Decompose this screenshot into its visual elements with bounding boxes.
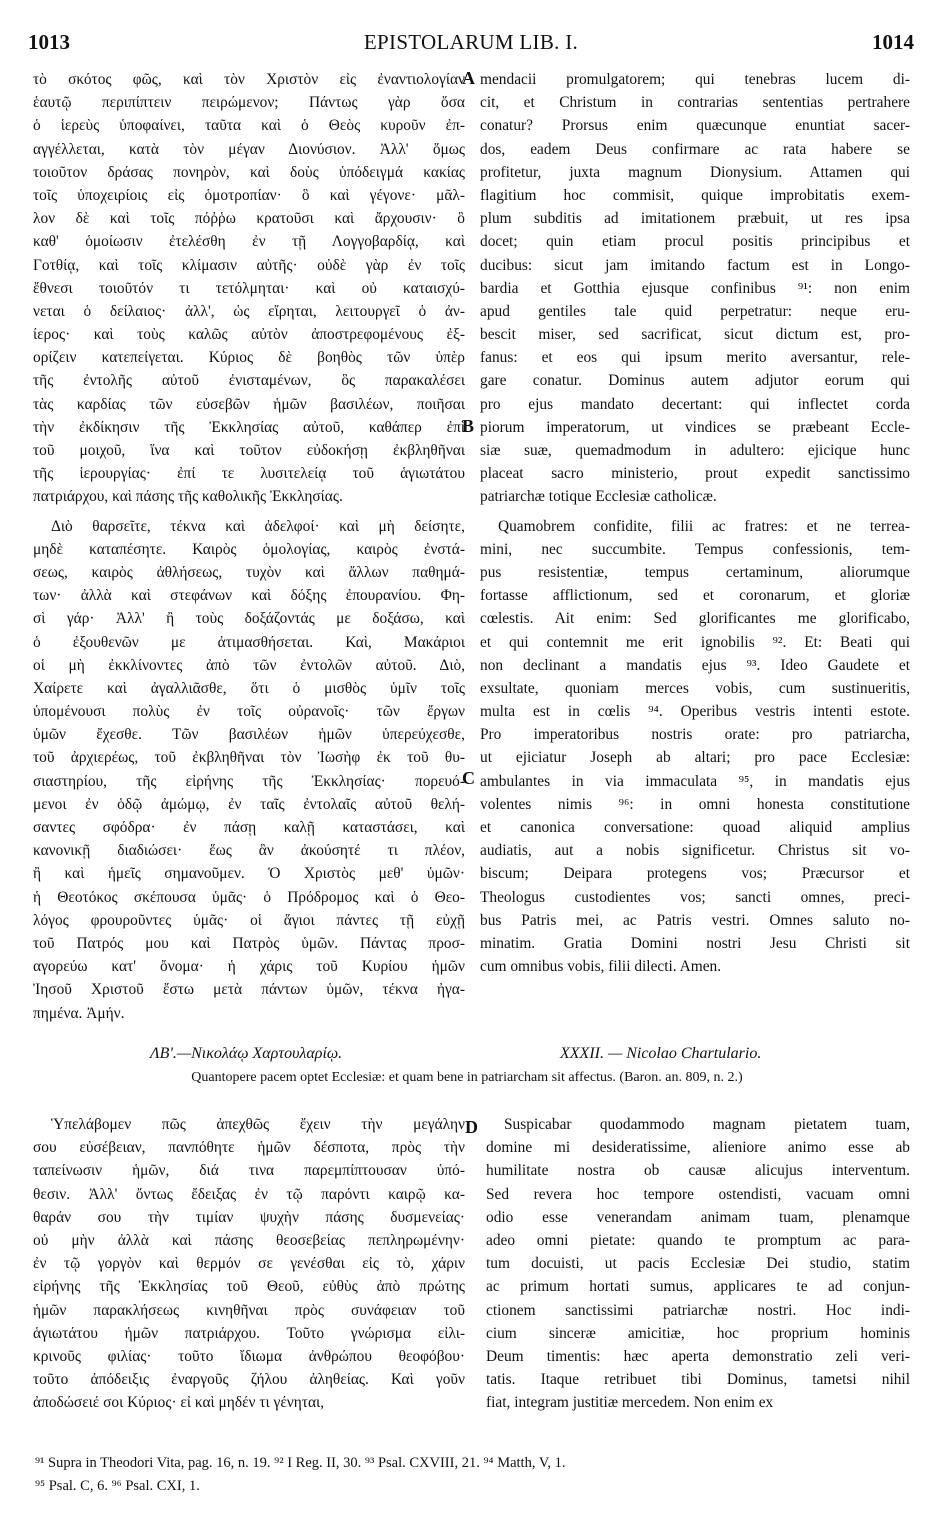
text-line: Theologus custodientes vos; sancti omnes, preci-: [480, 888, 910, 906]
text-line: Deum timentis: hæc aperta demonstratio zeli veri-: [486, 1347, 910, 1365]
text-line: ἡμῶν παρακλήσεως κινηθῆναι πρὸς συνάφειαν τοῦ: [33, 1301, 465, 1319]
text-line: humilitate nostra ob causæ alicujus interventum.: [486, 1162, 910, 1180]
text-line: multa est in cœlis ⁹⁴. Operibus vestris intenti estote.: [480, 703, 910, 721]
text-line: volentes nimis ⁹⁶: in omni honesta constitutione: [480, 795, 910, 813]
greek-column-bottom: [33, 1113, 465, 1414]
text-line: τοῦ μοιχοῦ, ἵνα καὶ τοῦτον εὐδοκήσῃ ἐκβληθῆναι: [33, 442, 465, 459]
text-line: tatis. Itaque retribuet tibi Dominus, tametsi nihil: [486, 1371, 910, 1389]
right-page-number: 1014: [872, 30, 914, 54]
margin-letter-a: A: [462, 68, 475, 88]
text-line: σου εὐσέβειαν, πανπόθητε ἡμῶν δέσποτα, πρὸς τὴν: [33, 1139, 465, 1157]
running-title: EPISTOLARUM LIB. I.: [363, 30, 579, 54]
text-line: τὸ σκότος φῶς, καὶ τὸν Χριστὸν εἰς ἐναντιολογίαν: [33, 71, 465, 88]
text-line: flagitium hoc commisit, quique improbitatis exem-: [480, 186, 910, 204]
text-line: κανονικῇ διαδιώσει· ἕως ἂν ἀκούσητέ τι πλέον,: [33, 842, 465, 860]
text-line: ctionem sanctissimi patriarchæ nostri. Hoc indi-: [486, 1301, 910, 1319]
text-line: profitetur, juxta magnum Dionysium. Attamen qui: [480, 163, 910, 181]
text-line: piorum imperatorum, ut vindices se præbeant Eccle-: [480, 418, 910, 436]
text-line: νεται ὁ δείλαιος· ἀλλ', ὡς εἴρηται, λειτουργεῖ ὁ ἀν-: [33, 302, 465, 320]
text-line: ut ejiciatur Joseph ab altari; pro pace Ecclesiæ:: [480, 749, 910, 767]
latin-column-top: [480, 68, 910, 978]
text-line: κρινοῦς φιλίας· τοῦτο ἴδιωμα ἀνθρώπου θεοφόβου·: [33, 1347, 465, 1365]
footnotes-line-1: ⁹¹ Supra in Theodori Vita, pag. 16, n. 19. ⁹² I Reg. II, 30. ⁹³ Psal. CXVIII, 21. ⁹⁴ Matth, V, 1.: [35, 1455, 566, 1471]
text-line: apud gentiles tale quid perpetratur: neque eru-: [480, 302, 910, 320]
text-line: et qui contemnit me erit ignobilis ⁹². Et: Beati qui: [480, 633, 910, 651]
text-line: ἢ καὶ ἡμεῖς σημανοῦμεν. Ὁ Χριστὸς μεθ' ὑμῶν·: [33, 865, 465, 883]
text-line: biscum; Deipara protegens vos; Præcursor et: [480, 865, 910, 883]
left-page-number: 1013: [28, 30, 70, 54]
greek-section-heading: ΛΒ'.—Νικολάῳ Χαρτουλαρίῳ.: [150, 1045, 343, 1062]
text-line: fanus: et eos qui ipsum merito aversantur, rele-: [480, 349, 910, 367]
text-line: των· ἀλλὰ καὶ στεφάνων καὶ δόξης ἐπουρανίου. Φη-: [33, 587, 465, 605]
text-line: ορίζειν κατεπείγεται. Κύριος δὲ βοηθὸς τῶν ὑπὲρ: [33, 349, 465, 367]
text-line: Quamobrem confidite, filii ac fratres: et ne terrea-: [498, 517, 910, 535]
text-line: σεως, καιρὸς ἀθλήσεως, τυχὸν καὶ ἄλλων παθημά-: [33, 563, 465, 581]
text-line: θαράν σου τὴν τιμίαν ψυχὴν πάσης δυσμενείας·: [33, 1208, 465, 1226]
text-line: odio esse venerandam animam tuam, plenamque: [486, 1208, 910, 1226]
text-line: λόγος φρουροῦντες ὑμᾶς· οἱ ἅγιοι πάντες τῇ εὐχῇ: [33, 911, 465, 929]
text-line: bus Patris mei, ac Patris vestri. Omnes saluto no-: [480, 911, 910, 929]
text-line: Ὑπελάβομεν πῶς ἀπεχθῶς ἔχειν τὴν μεγάλην: [51, 1116, 465, 1133]
text-line: bescit miser, sed sacrificat, sicut dictum est, pro-: [480, 326, 910, 344]
footnotes-line-2: ⁹⁵ Psal. C, 6. ⁹⁶ Psal. CXI, 1.: [35, 1478, 200, 1494]
text-line: οἱ μὴ ἐκκλίνοντες ἀπὸ τῶν ἐντολῶν αὐτοῦ. Διὸ,: [33, 656, 465, 674]
text-line: gare conatur. Dominus autem adjutor eorum qui: [480, 372, 910, 390]
text-line: τοῦτο ἀπόδειξις ἐναργοῦς ζήλου ἀληθείας. Καὶ γοῦν: [33, 1371, 465, 1389]
text-line: et canonica conversatione: quoad aliquid amplius: [480, 819, 910, 836]
text-line: πατριάρχου, καὶ πάσης τῆς καθολικῆς Ἐκκλησίας.: [33, 488, 343, 506]
text-line: ambulantes in via immaculata ⁹⁵, in mandatis ejus: [480, 772, 910, 790]
text-line: τῆς ἱερουργίας· ἐπί τε λυσιτελείᾳ τοῦ ἁγιωτάτου: [33, 465, 465, 483]
text-line: Sed revera hoc tempore ostendisti, vacuam omni: [486, 1185, 910, 1203]
text-line: docet; quin etiam procul positis principibus et: [480, 233, 910, 251]
text-line: ἐν τῷ γοργὸν καὶ θερμόν σε γενέσθαι εἰς τὸ, χάριν: [33, 1255, 465, 1273]
text-line: ac primum hortati sumus, applicares te ad conjun-: [486, 1278, 910, 1296]
text-line: ταπείνωσιν ἡμῶν, διά τινα παρεμπίπτουσαν ὑπό-: [33, 1162, 465, 1180]
text-line: Pro imperatoribus nostris orate: pro patriarcha,: [480, 726, 910, 744]
text-line: ἀποδώσειέ σοι Κύριος· εἰ καὶ μηδέν τι γένηται,: [33, 1394, 325, 1412]
text-line: cœlestis. Ait enim: Sed glorificantes me glorificabo,: [480, 610, 910, 628]
text-line: τοῦ ἀρχιερέως, τοῦ ἐκβληθῆναι τὸν Ἰωσὴφ ἐκ τοῦ θυ-: [33, 749, 465, 767]
text-line: fortasse afflictionum, sed et coronarum, et gloriæ: [480, 587, 910, 605]
text-line: τὰς καρδίας τῶν εὐσεβῶν ἡμῶν βασιλέων, ποιῆσαι: [33, 395, 465, 413]
text-line: σιαστηρίου, τῆς εἰρήνης τῆς Ἐκκλησίας· πορευό-: [33, 772, 465, 790]
text-line: minatim. Gratia Domini nostri Jesu Christi sit: [480, 934, 910, 952]
latin-section-heading: XXXII. — Nicolao Chartulario.: [560, 1045, 762, 1062]
text-line: λον δὲ καὶ τοῖς πόῤῥω κρατοῦσι καὶ ἄρχουσιν· ὃ: [33, 210, 465, 228]
text-line: τῆς ἐντολῆς αὐτοῦ ἐνισταμένων, ὃς παρακαλέσει: [33, 372, 465, 390]
text-line: τοῖς ὑποχειρίοις εἰς ὁμοτροπίαν· ὃ καὶ γέγονε· μᾶλ-: [33, 186, 465, 204]
text-line: αγγέλλεται, κατὰ τὸν μέγαν Διονύσιον. Ἀλλ' ὅμως: [33, 140, 465, 158]
text-line: Γοτθίᾳ, καὶ τοῖς κλίμασιν αὐτῆς· οὐδὲ γὰρ ἐν τοῖς: [33, 256, 465, 274]
text-line: καθ' ὁμοίωσιν ἐτελέσθη ἐν τῇ Λογγοβαρδίᾳ, καὶ: [33, 233, 465, 251]
text-line: θεσιν. Ἀλλ' ὄντως ἔδειξας ἐν τῷ παρόντι καιρῷ κα-: [33, 1185, 465, 1203]
text-line: Ἰησοῦ Χριστοῦ ἔστω μετὰ πάντων ὑμῶν, τέκνα ἠγα-: [33, 981, 465, 999]
text-line: ὁ ἱερεὺς ὑποφαίνει, ταῦτα καὶ ὁ Θεὸς κυροῦν ἐπ-: [33, 117, 465, 135]
section-summary: Quantopere pacem optet Ecclesiæ: et quam bene in patriarcham sit affectus. (Baron. an. 809, n. 2.): [191, 1070, 743, 1085]
text-line: domine mi desideratissime, alieniore animo esse ab: [486, 1139, 910, 1157]
text-line: tum docuisti, ut pacis Ecclesiæ Dei studio, statim: [486, 1255, 910, 1273]
text-line: plum subditis ad imitationem præbuit, ut res ipsa: [480, 210, 910, 228]
text-line: siæ suæ, quemadmodum in adultero: ejicique hunc: [480, 442, 910, 459]
text-line: non declinant a mandatis ejus ⁹³. Ideo Gaudete et: [480, 656, 910, 674]
text-line: audiatis, aut a nobis significetur. Christus sit vo-: [480, 842, 910, 860]
text-line: τοιοῦτον δράσας πονηρὸν, καὶ δοὺς ὑπόδειγμά κακίας: [33, 163, 465, 181]
text-line: pro ejus mandato decertant: qui inflectet corda: [480, 395, 910, 413]
text-line: cit, et Christum in contrarias sententias pertrahere: [480, 94, 910, 112]
text-line: ίερος· καὶ τοὺς καλῶς αὐτὸν ἀποστρεφομένους ἐξ-: [33, 326, 465, 344]
margin-letter-b: B: [462, 416, 475, 436]
text-line: Χαίρετε καὶ ἀγαλλιᾶσθε, ὅτι ὁ μισθὸς ὑμῖν τοῖς: [33, 679, 465, 697]
text-line: πημένα. Ἀμήν.: [33, 1004, 125, 1022]
text-line: ἔθνεσι τοιοῦτόν τι τετόλμηται· καὶ οὐ καταισχύ-: [33, 279, 465, 297]
text-line: conatur? Prorsus enim quæcunque enuntiat sacer-: [480, 117, 910, 135]
text-line: mendacii promulgatorem; qui tenebras lucem di-: [480, 71, 910, 88]
text-line: τὴν ἐκδίκησιν τῆς Ἐκκλησίας αὐτοῦ, καθάπερ ἐπὶ: [33, 418, 465, 436]
text-line: fiat, integram justitiæ mercedem. Non enim ex: [486, 1394, 774, 1412]
text-line: μενοι ἐν ὁδῷ ἀμώμῳ, ἐν ταῖς ἐντολαῖς αὐτοῦ θελή-: [33, 795, 465, 813]
text-line: εἰρήνης τῆς Ἐκκλησίας τοῦ Θεοῦ, εὐθὺς ἀπὸ πρώτης: [33, 1278, 465, 1296]
text-line: οὐ μὴν ἀλλὰ καὶ πάσης θεοσεβείας πεπληρωμένην·: [33, 1231, 465, 1249]
text-line: dos, eadem Deus confirmare ac rata habere se: [480, 140, 910, 158]
text-line: σαντες σφόδρα· ἐν πάσῃ καλῇ καταστάσει, καὶ: [33, 819, 465, 836]
text-line: ἁγιωτάτου ἡμῶν πατριάρχου. Τοῦτο γνώρισμα εἰλι-: [33, 1324, 465, 1342]
text-line: patriarchæ totique Ecclesiæ catholicæ.: [480, 488, 717, 506]
text-line: exsultate, quoniam merces vobis, cum sustinueritis,: [480, 679, 910, 697]
margin-letter-c: C: [462, 768, 475, 788]
greek-column-top: [33, 68, 465, 1025]
latin-column-bottom: [486, 1113, 910, 1414]
text-line: ὑπομένουσι πολὺς ἐν τοῖς οὐρανοῖς· τῶν ἔργων: [33, 703, 465, 721]
page-header: [28, 30, 914, 66]
margin-letter-d: D: [465, 1117, 478, 1137]
text-line: adeo omni pietate: quando te promptum ac para-: [486, 1231, 910, 1249]
text-line: cium sinceræ amicitiæ, hoc proprium hominis: [486, 1324, 910, 1342]
text-line: bardia et Gotthia ejusque confinibus ⁹¹: non enim: [480, 279, 910, 297]
text-line: ἑαυτῷ περιπίπτειν πειρώμενον; Πάντως γὰρ ὅσα: [33, 94, 465, 112]
text-line: cum omnibus vobis, filii dilecti. Amen.: [480, 958, 722, 976]
text-line: αγορεύω κατ' ὄνομα· ἡ χάρις τοῦ Κυρίου ἡμῶν: [33, 958, 465, 976]
text-line: ducibus: sicut jam imitando factum est in Longo-: [480, 256, 910, 274]
text-line: ὑμῶν ἔχεσθε. Τῶν βασιλέων ἡμῶν ὑπερεύχεσθε,: [33, 726, 465, 744]
text-line: Suspicabar quodammodo magnam pietatem tuam,: [504, 1116, 910, 1133]
text-line: ἡ Θεοτόκος σκέπουσα ὑμᾶς· ὁ Πρόδρομος καὶ ὁ Θεο-: [33, 888, 465, 906]
text-line: σὶ γάρ· Ἀλλ' ἢ τοὺς δοξάζοντάς με δοξάσω, καὶ: [33, 610, 465, 628]
text-line: mini, nec succumbite. Tempus confessionis, tem-: [480, 540, 910, 558]
text-line: pus resistentiæ, tempus certaminum, aliorumque: [480, 563, 910, 581]
text-line: placeat sacro ministerio, prout expedit sanctissimo: [480, 465, 910, 483]
text-line: μηδὲ καταπέσητε. Καιρὸς ὁμολογίας, καιρὸς ἐνστά-: [33, 540, 465, 558]
text-line: ὁ ἐξουθενῶν με ἀτιμασθήσεται. Καὶ, Μακάριοι: [33, 633, 465, 651]
text-line: Διὸ θαρσεῖτε, τέκνα καὶ ἀδελφοί· καὶ μὴ δείσητε,: [51, 517, 465, 535]
text-line: τοῦ Πατρός μου καὶ Πατρὸς ὑμῶν. Πάντας προσ-: [33, 934, 465, 952]
